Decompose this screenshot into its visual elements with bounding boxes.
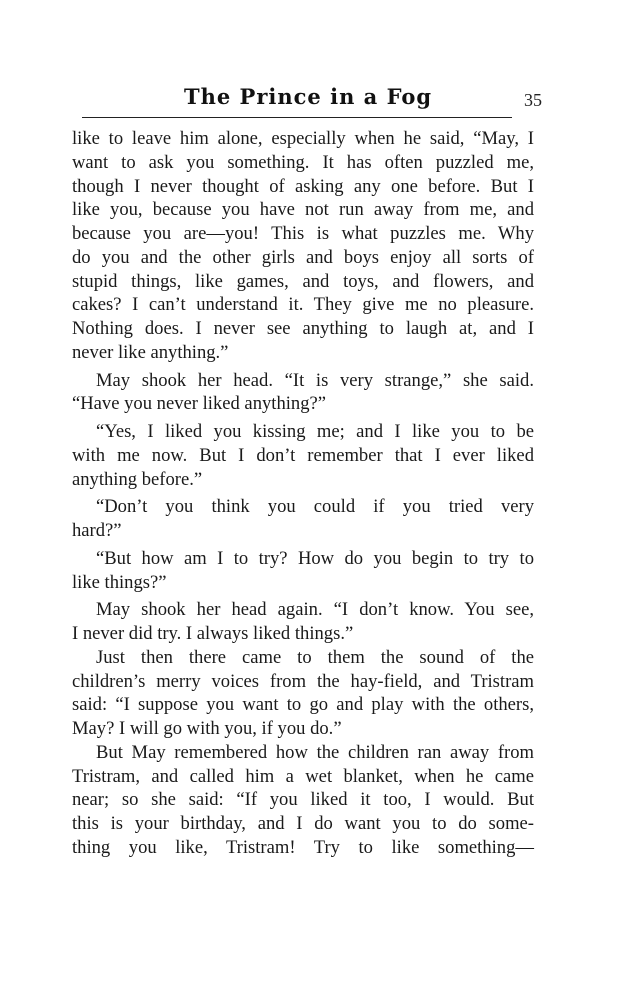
text-line: near; so she said: “If you liked it too, I would. But xyxy=(72,789,534,811)
text-line: cakes? I can’t understand it. They give me no pleasure. xyxy=(72,294,534,316)
text-line: said: “I suppose you want to go and play with the others, xyxy=(72,694,534,716)
text-line: Nothing does. I never see anything to laugh at, and I xyxy=(72,318,534,339)
text-line: because you are—you! This is what puzzles me. Why xyxy=(72,223,534,244)
text-line: Tristram, and called him a wet blanket, when he came xyxy=(72,765,534,787)
text-line: But May remembered how the children ran away from xyxy=(96,741,534,763)
body-text xyxy=(72,127,534,860)
page-number: 35 xyxy=(524,90,542,110)
text-line: “Have you never liked anything?” xyxy=(72,393,327,415)
text-line: stupid things, like games, and toys, and flowers, and xyxy=(72,270,534,292)
text-line: Just then there came to them the sound of the xyxy=(96,646,534,668)
text-line: never like anything.” xyxy=(72,341,229,363)
text-line: May shook her head again. “I don’t know. You see, xyxy=(96,599,534,621)
text-line: anything before.” xyxy=(72,468,203,490)
text-line: thing you like, Tristram! Try to like something— xyxy=(72,836,534,858)
text-line: like things?” xyxy=(72,571,167,593)
text-line: want to ask you something. It has often puzzled me, xyxy=(72,151,534,173)
text-line: like to leave him alone, especially when he said, “May, I xyxy=(72,128,534,149)
text-line: hard?” xyxy=(72,520,122,541)
text-line: “But how am I to try? How do you begin to try to xyxy=(96,547,534,569)
text-line: “Yes, I liked you kissing me; and I like you to be xyxy=(96,421,534,442)
page-header xyxy=(78,84,542,114)
running-title: The Prince in a Fog xyxy=(183,84,433,109)
text-line: May shook her head. “It is very strange,” she said. xyxy=(96,369,534,391)
text-line: I never did try. I always liked things.” xyxy=(72,623,354,644)
text-line: May? I will go with you, if you do.” xyxy=(72,718,342,739)
text-line: though I never thought of asking any one before. But I xyxy=(72,175,534,197)
text-line: with me now. But I don’t remember that I ever liked xyxy=(72,444,534,466)
text-line: like you, because you have not run away from me, and xyxy=(72,199,534,221)
header-rule xyxy=(82,117,512,118)
text-line: this is your birthday, and I do want you to do some- xyxy=(72,813,534,834)
text-line: “Don’t you think you could if you tried very xyxy=(96,496,534,518)
text-line: do you and the other girls and boys enjoy all sorts of xyxy=(72,246,534,268)
text-line: children’s merry voices from the hay-field, and Tristram xyxy=(72,670,534,692)
